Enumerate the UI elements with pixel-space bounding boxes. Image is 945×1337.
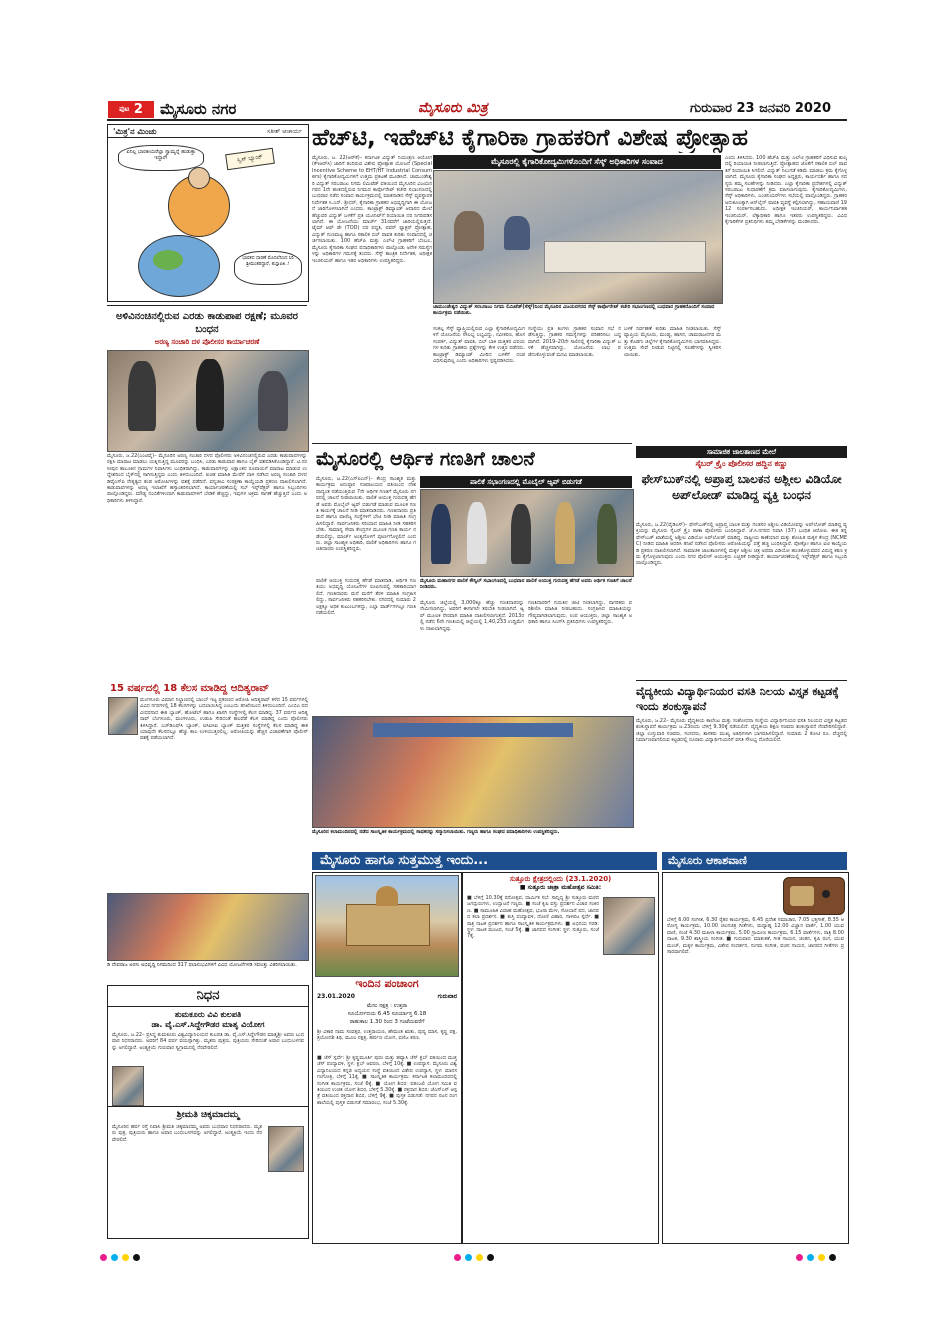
cartoon-speech: ಭಾರತದ ಧಾರಣೆ ಮೊದಲೆನಿಸಿದ ಸಿರಿ ಶ್ರೀಮಂತರಿದ್ದಾರೆ, ತುಸ್ತಾಪಿತಿ..! [234,251,302,285]
obituary-name2: ಶ್ರೀಮತಿ ಚಿಕ್ಕಮಾದಮ್ಮ [176,1110,240,1120]
story3-body: ಮಂಗಳೂರು ವಿಮಾನ ನಿಲ್ದಾಣದಲ್ಲಿ ಬಾಂಬ್ ಇಟ್ಟ ಪ್ರಕರಣದ ಆರೋಪಿ ಆದಿತ್ಯರಾವ್ ಕಳೆದ 15 ವರ್ಷಗಳಲ್ಲಿ ವಿವಿಧ ನಗರಗಳಲ್ಲಿ 18 ಕೆಲಸಗಳನ್ನು ಬದಲಾಯಿಸಿದ್ದ ಎಂಬುದು ತನಿಖೆಯಿಂದ ತಿಳಿದುಬಂದಿದೆ. ಎಂಬಿಎ ಪದವೀಧರನಾದ ಈತ ಬ್ಯಾಂಕ್, ಹೋಟೆಲ್ ಹಾಗೂ ಖಾಸಗಿ ಸಂಸ್ಥೆಗಳಲ್ಲಿ ಕೆಲಸ ಮಾಡಿದ್ದ. 37 ವರ್ಷದ ಆದಿತ್ಯ ರಾವ್ ಬೆಂಗಳೂರು, ಮಂಗಳೂರು, ಉಡುಪಿ ಸೇರಿದಂತೆ ಹಲವೆಡೆ ಕೆಲಸ ಮಾಡಿದ್ದ ಎಂದು ಪೊಲೀಸರು ತಿಳಿಸಿದ್ದಾರೆ. ಎಚ್‌ಡಿಎಫ್‌ಸಿ ಬ್ಯಾಂಕ್, ಐಸಿಐಸಿಐ ಬ್ಯಾಂಕ್ ಮತ್ತಿತರ ಸಂಸ್ಥೆಗಳಲ್ಲಿ ಕೆಲಸ ಮಾಡಿದ್ದ ಈತ ಯಾವುದೇ ಕೆಲಸದಲ್ಲೂ ಹೆಚ್ಚು ಕಾಲ ಉಳಿಯುತ್ತಿರಲಿಲ್ಲ. ಆರೋಪಿಯನ್ನು ಹೆಚ್ಚಿನ ವಿಚಾರಣೆಗಾಗಿ ಪೊಲೀಸ್ ವಶಕ್ಕೆ ಪಡೆಯಲಾಗಿದೆ. [140,697,308,742]
registration-dots-center [454,1246,498,1265]
story3-headline: 15 ವರ್ಷದಲ್ಲಿ 18 ಕೆಲಸ ಮಾಡಿದ್ದ ಆದಿತ್ಯರಾವ್ [110,683,269,694]
event-photo [312,716,634,828]
panchanga-title: ಇಂದಿನ ಪಂಚಾಂಗ [355,977,419,990]
page-number: 2 [133,102,143,117]
events-box-title: ಮೈಸೂರು ಹಾಗೂ ಸುತ್ತಮುತ್ತ ಇಂದು... [312,852,657,870]
story2-body: ಮೈಸೂರು, ಜ.22(ಎಂಟಿವೈ)– ಮೈಸೂರಿನ ಅರಣ್ಯ ಸಂಚಾರಿ ದಳದ ಪೊಲೀಸರು ಅಳಿವಿನಂಚಿನಲ್ಲಿರುವ ಎರಡು ಕಾಡುಪಾಪಗಳನ್ನು ರಕ್ಷಿಸಿ ಮಾರಾಟ ಮಾಡಲು ಯತ್ನಿಸುತ್ತಿದ್ದ ಮೂವರನ್ನು ಬಂಧಿಸಿ, ಎರಡು ಕಾಡುಪಾಪ ಹಾಗೂ ಬೈಕ್ ವಶಪಡಿಸಿಕೊಂಡಿದ್ದಾರೆ. ಟಿ.ನರಸೀಪುರ ತಾಲೂಕಿನ ಗ್ರಾಮಗಳ ನಿವಾಸಿಗಳು ಬಂಧಿತರಾಗಿದ್ದು, ಕಾಡುಪಾಪಗಳನ್ನು ಲಕ್ಷಾಂತರ ರೂಪಾಯಿಗೆ ಮಾರಾಟ ಮಾಡುವ ಉದ್ದೇಶದಿಂದ ಬೈಕ್‌ನಲ್ಲಿ ಸಾಗಿಸುತ್ತಿದ್ದರು ಎಂದು ತಿಳಿದುಬಂದಿದೆ. ಖಚಿತ ಮಾಹಿತಿ ಮೇರೆಗೆ ದಾಳಿ ನಡೆಸಿದ ಅರಣ್ಯ ಸಂಚಾರಿ ದಳದ ಡಿವೈಎಸ್‌ಪಿ ನೇತೃತ್ವದ ತಂಡ ಆರೋಪಿಗಳನ್ನು ವಶಕ್ಕೆ ಪಡೆದಿದೆ. ವನ್ಯಜೀವಿ ಸಂರಕ್ಷಣಾ ಕಾಯ್ದೆಯಡಿ ಪ್ರಕರಣ ದಾಖಲಿಸಲಾಗಿದೆ. ಕಾಡುಪಾಪಗಳನ್ನು ಅರಣ್ಯ ಇಲಾಖೆಗೆ ಹಸ್ತಾಂತರಿಸಲಾಗಿದೆ. ಕಾರ್ಯಾಚರಣೆಯಲ್ಲಿ ಸಬ್ ಇನ್ಸ್‌ಪೆಕ್ಟರ್ ಹಾಗೂ ಸಿಬ್ಬಂದಿಗಳು ಪಾಲ್ಗೊಂಡಿದ್ದರು. ಮೌಢ್ಯ ನಂಬಿಕೆಗಳಿಂದಾಗಿ ಕಾಡುಪಾಪಗಳಿಗೆ ಬೇಡಿಕೆ ಹೆಚ್ಚಿದ್ದು, ಇವುಗಳ ಅಕ್ರಮ ಸಾಗಣೆ ಹೆಚ್ಚುತ್ತಿದೆ ಎಂದು ಅಧಿಕಾರಿಗಳು ತಿಳಿಸಿದ್ದಾರೆ. [107,453,307,504]
lead-body: ಮೈಸೂರು, ಜ. 22(ಆರ್‌ಕೆ)– ಕರ್ನಾಟಕ ವಿದ್ಯುತ್ ನಿಯಂತ್ರಣ ಆಯೋಗ (ಕೆಇಆರ್‌ಸಿ) ಜಾರಿಗೆ ತಂದಿರುವ ವಿಶೇಷ ಪ್ರೋತ್ಸಾಹ ಯೋಜನೆ (Special Incentive Scheme to EHT/HT Industrial Consumers) ಕೈಗಾರಿಕೋದ್ಯಮಿಗಳಿಗೆ ಉತ್ತಮ ಪ್ರಕಟಣೆ ಮೂಡಿಸಿದೆ. ಚಾಮುಂಡೇಶ್ವರಿ ವಿದ್ಯುತ್ ಸರಬರಾಜು ನಿಗಮ ಲಿಮಿಟೆಡ್ ವತಿಯಿಂದ ಮೈಸೂರಿನ ವಿಜಯನಗರದ 1ನೇ ಹಂತದಲ್ಲಿರುವ ನಿಗಮದ ಕಾರ್ಪೊರೇಟ್ ಕಚೇರಿ ಸಭಾಂಗಣದಲ್ಲಿ ಬುಧವಾರ ನಡೆದ ಸಂವಾದ ಕಾರ್ಯಕ್ರಮದಲ್ಲಿ ಮಾತನಾಡಿದ ಸೆಸ್ಕ್ ವ್ಯವಸ್ಥಾಪಕ ನಿರ್ದೇಶಕ ಸಿ.ಎನ್. ಶ್ರೀಧರ್, ಕೈಗಾರಿಕಾ ಗ್ರಾಹಕರ ಅಭಿವೃದ್ಧಿಗಾಗಿ ಈ ಯೋಜನೆ ಜಾರಿಗೊಳಿಸಲಾಗಿದೆ ಎಂದರು. ಕಾಂಟ್ರಾಕ್ಟ್ ಡಿಮ್ಯಾಂಡ್ ಆಧಾರದ ಮೇಲೆ ಹೆಚ್ಚುವರಿ ವಿದ್ಯುತ್ ಬಳಕೆಗೆ ಪ್ರತಿ ಯೂನಿಟ್‌ಗೆ ರಿಯಾಯಿತಿ ದರ ನಿಗದಿಪಡಿಸಲಾಗಿದೆ. ಈ ಯೋಜನೆಯು ಮಾರ್ಚ್ 31ರವರೆಗೆ ಜಾರಿಯಲ್ಲಿರುತ್ತದೆ. ಟೈಮ್ ಆಫ್ ಡೇ (TOD) ದರ ಪದ್ಧತಿ, ಪವರ್ ಫ್ಯಾಕ್ಟರ್ ಪ್ರೋತ್ಸಾಹ, ವಿದ್ಯುತ್ ಗುಣಮಟ್ಟ ಹಾಗೂ ಸಕಾಲಿಕ ಬಿಲ್ ಪಾವತಿ ಕುರಿತು ಸಂವಾದದಲ್ಲಿ ಚರ್ಚಿಸಲಾಯಿತು. 100 ಹೆಚ್‌ಪಿ ಮತ್ತು ಎಲ್‌ಟಿ ಗ್ರಾಹಕರಿಗೆ ಬೆಂಬಲ, ಮೈಸೂರು ಕೈಗಾರಿಕಾ ಸಂಘದ ಪದಾಧಿಕಾರಿಗಳು ಪಾಲ್ಗೊಂಡು ಅನೇಕ ಸಮಸ್ಯೆಗಳನ್ನು ಅಧಿಕಾರಿಗಳ ಗಮನಕ್ಕೆ ತಂದರು. ಸೆಸ್ಕ್ ತಾಂತ್ರಿಕ ನಿರ್ದೇಶಕ, ಅಧೀಕ್ಷಕ ಇಂಜಿನಿಯರ್ ಹಾಗೂ ಇತರ ಅಧಿಕಾರಿಗಳು ಉಪಸ್ಥಿತರಿದ್ದರು. [312,155,432,264]
radio-title: ಮೈಸೂರು ಆಕಾಶವಾಣಿ [662,852,847,870]
lead-photo [433,170,723,304]
obituary-body1: ಮೈಸೂರು, ಜ.22– ಪ್ರಸಿದ್ಧ ತುಮಕೂರು ವಿಶ್ವವಿದ್ಯಾನಿಲಯದ ಕುಲಪತಿ ಡಾ. ವೈ.ಎಸ್.ಸಿದ್ದೇಗೌಡರ ಮಾತೃಶ್ರೀ ಅವರು ಬುಧವಾರ ನಿಧನರಾದರು. ಅವರಿಗೆ 84 ವರ್ಷ ವಯಸ್ಸಾಗಿತ್ತು. ಮೃತರು ಪುತ್ರರು, ಪುತ್ರಿಯರು ಸೇರಿದಂತೆ ಅಪಾರ ಬಂಧುಬಳಗವನ್ನು ಅಗಲಿದ್ದಾರೆ. ಅಂತ್ಯಕ್ರಿಯೆ ಗುರುವಾರ ಸ್ವಗ್ರಾಮದಲ್ಲಿ ನೆರವೇರಲಿದೆ. [112,1032,304,1051]
survey-photo-caption: ಮೈಸೂರು ಮಹಾನಗರ ಪಾಲಿಕೆ ಕೌನ್ಸಿಲ್ ಸಭಾಂಗಣದಲ್ಲಿ ಬುಧವಾರ ಪಾಲಿಕೆ ಆಯುಕ್ತ ಗುರುದತ್ತ ಹೆಗಡೆ ಅವರು ಆರ್ಥಿಕ ಗಣತಿಗೆ ಚಾಲನೆ ನೀಡಿದರು. [420,578,632,591]
survey-headline: ಮೈಸೂರಲ್ಲಿ ಆರ್ಥಿಕ ಗಣತಿಗೆ ಚಾಲನೆ [316,448,535,470]
panchanga-rahu: ರಾಹುಕಾಲ 1.30 ರಿಂದ 3 ಗಂಟೆಯವರೆಗೆ [349,1019,425,1025]
obituary-box [107,985,309,1239]
obituary-photo1 [112,1066,144,1106]
section-title: ಮೈಸೂರು ನಗರ [160,100,237,118]
lead-body-col4: ಬಳಕೆ ನಿರ್ವಹಣೆ ಕುರಿತು ಮಾಹಿತಿ ನೀಡಲಾಯಿತು. ಸೆಸ್ಕ್ ವ್ಯಾಪ್ತಿಯ ಮೈಸೂರು, ಮಂಡ್ಯ, ಹಾಸನ, ಚಾಮರಾಜನಗರ ಮತ್ತು ಕೊಡಗು ಜಿಲ್ಲೆಗಳ ಕೈಗಾರಿಕೋದ್ಯಮಿಗಳು ಭಾಗವಹಿಸಿದ್ದರು. ಉತ್ತಮ ಸೇವೆ ನೀಡುವ ನಿಟ್ಟಿನಲ್ಲಿ ಸಲಹೆಗಳನ್ನು ಸ್ವೀಕರಿಸಲಾಯಿತು. [624,326,721,358]
page-label: ಪುಟ [119,105,130,113]
arrest-kicker2: ಸೈಬರ್ ಕ್ರೈಂ ಪೊಲೀಸರ ಹದ್ದಿನ ಕಣ್ಣು [695,459,788,468]
survey-body-col1: ಮೈಸೂರು, ಜ.22(ಎಸ್‌ಪಿಎನ್)– ಕೇಂದ್ರ ಸಾಂಖ್ಯಿಕ ಮತ್ತು ಕಾರ್ಯಕ್ರಮ ಅನುಷ್ಠಾನ ಸಚಿವಾಲಯದ ವತಿಯಿಂದ ದೇಶದಾದ್ಯಂತ ನಡೆಯುತ್ತಿರುವ 7ನೇ ಆರ್ಥಿಕ ಗಣತಿಗೆ ಮೈಸೂರು ನಗರದಲ್ಲಿ ಚಾಲನೆ ನೀಡಲಾಯಿತು. ಪಾಲಿಕೆ ಆಯುಕ್ತ ಗುರುದತ್ತ ಹೆಗಡೆ ಅವರು ಮೊಬೈಲ್ ಆ್ಯಪ್ ಬಿಡುಗಡೆ ಮಾಡುವ ಮೂಲಕ ಗಣತಿ ಕಾರ್ಯಕ್ಕೆ ಚಾಲನೆ ನೀಡಿ ಮಾತನಾಡಿದರು. ಗಣತಿದಾರರು ಪ್ರತಿ ಮನೆ ಹಾಗೂ ವಾಣಿಜ್ಯ ಸಂಸ್ಥೆಗಳಿಗೆ ಭೇಟಿ ನೀಡಿ ಮಾಹಿತಿ ಸಂಗ್ರಹಿಸಲಿದ್ದಾರೆ. ಸಾರ್ವಜನಿಕರು ಸರಿಯಾದ ಮಾಹಿತಿ ನೀಡಿ ಸಹಕರಿಸಬೇಕು. ಸಾಮಾನ್ಯ ಸೇವಾ ಕೇಂದ್ರಗಳ ಮೂಲಕ ಗಣತಿ ಕಾರ್ಯ ನಡೆಯಲಿದ್ದು, ಮಾರ್ಚ್ ಅಂತ್ಯದೊಳಗೆ ಪೂರ್ಣಗೊಳ್ಳಲಿದೆ ಎಂದರು. ಜಿಲ್ಲಾ ಸಾಂಖ್ಯಿಕ ಅಧಿಕಾರಿ, ಪಾಲಿಕೆ ಅಧಿಕಾರಿಗಳು ಹಾಗೂ ಗಣತಿದಾರರು ಉಪಸ್ಥಿತರಿದ್ದರು. [316,476,416,553]
obituary-name1: ತುಮಕೂರು ವಿವಿ ಕುಲಪತಿ [174,1010,242,1019]
arrest-headline: ಫೇಸ್‌ಬುಕ್‌ನಲ್ಲಿ ಅಪ್ರಾಪ್ತ ಬಾಲಕನ ಅಶ್ಲೀಲ ವಿಡಿಯೋ ಅಪ್‌ಲೋಡ್ ಮಾಡಿದ್ದ ವ್ಯಕ್ತಿ ಬಂಧನ [641,472,842,502]
panchanga-sun: ಸೂರ್ಯೋದಯ 6.45 ಸೂರ್ಯಾಸ್ತ 6.18 [347,1011,427,1017]
suttur-head: ಸುತ್ತೂರು ಕ್ಷೇತ್ರದಲ್ಲಿಂದು (23.1.2020) [509,875,612,883]
cartoon-bubble: ಏನಿಲ್ಲ ಭಾರತೀಯರೆಲ್ಲಾ ಸ್ವಾಮ್ಯನ್ನೆ ಹುಡುಕ್ತಾ ಇದ್ದಾರೆ! [118,145,204,171]
lead-headline: ಹೆಚ್‌ಟಿ, ಇಹೆಚ್‌ಟಿ ಕೈಗಾರಿಕಾ ಗ್ರಾಹಕರಿಗೆ ವಿಶೇಷ ಪ್ರೋತ್ಸಾಹ [312,125,748,151]
lead-body-col5: ಎಂದು ತಿಳಿಸಿದರು. 100 ಹೆಚ್‌ಪಿ ಮತ್ತು ಎಲ್‌ಟಿ ಗ್ರಾಹಕರಿಗೆ ವಿಧಿಸುವ ಶುಲ್ಕದಲ್ಲಿ ರಿಯಾಯಿತಿ ನೀಡಲಾಗುತ್ತಿದೆ. ಪ್ರೋತ್ಸಾಹದ ಜೊತೆಗೆ ಸಕಾಲಿಕ ಬಿಲ್ ಪಾವತಿಗೆ ರಿಯಾಯಿತಿ ಸಿಗಲಿದೆ. ವಿದ್ಯುತ್ ನಿಲುಗಡೆ ಕಡಿಮೆ ಮಾಡಲು ಕ್ರಮ ಕೈಗೊಳ್ಳಲಾಗಿದೆ. ಮೈಸೂರು ಕೈಗಾರಿಕಾ ಸಂಘದ ಅಧ್ಯಕ್ಷರು, ಕಾರ್ಯದರ್ಶಿ ಹಾಗೂ ಸದಸ್ಯರು ತಮ್ಮ ಸಲಹೆಗಳನ್ನು ನೀಡಿದರು. ಎಲ್ಲಾ ಕೈಗಾರಿಕಾ ಪ್ರದೇಶಗಳಲ್ಲಿ ವಿದ್ಯುತ್ ಸರಬರಾಜು ಸುಧಾರಣೆಗೆ ಕ್ರಮ ವಹಿಸಲಾಗುವುದು. ಕೈಗಾರಿಕೋದ್ಯಮಿಗಳು, ಸೆಸ್ಕ್ ಅಧಿಕಾರಿಗಳು, ಎಂಜಿನಿಯರ್‌ಗಳು ಸಭೆಯಲ್ಲಿ ಪಾಲ್ಗೊಂಡಿದ್ದರು. ಗ್ರಾಹಕರ ಅನುಕೂಲಕ್ಕಾಗಿ ಆನ್‌ಲೈನ್ ಪಾವತಿ ವ್ಯವಸ್ಥೆ ಕಲ್ಪಿಸಲಾಗಿದ್ದು, ಸಹಾಯವಾಣಿ 1912 ಸಂಪರ್ಕಿಸಬಹುದು. ಅಧೀಕ್ಷಕ ಇಂಜಿನಿಯರ್, ಕಾರ್ಯನಿರ್ವಾಹಕ ಇಂಜಿನಿಯರ್, ಲೆಕ್ಕಾಧಿಕಾರಿ ಹಾಗೂ ಇತರರು ಉಪಸ್ಥಿತರಿದ್ದರು. ವಿವಿಧ ಕೈಗಾರಿಕೆಗಳ ಪ್ರತಿನಿಧಿಗಳು ತಮ್ಮ ಬೇಡಿಕೆಗಳನ್ನು ಮಂಡಿಸಿದರು. [725,155,847,226]
story2-headline: ಅಳಿವಿನಂಚಿನಲ್ಲಿರುವ ಎರಡು ಕಾಡುಪಾಪ ರಕ್ಷಣೆ; ಮೂವರ ಬಂಧನ [116,311,298,335]
suttur-portrait [603,897,655,955]
survey-photo-strap: ಪಾಲಿಕೆ ಸಭಾಂಗಣದಲ್ಲಿ ಮೊಬೈಲ್ ಆ್ಯಪ್ ಬಿಡುಗಡೆ [420,476,632,488]
radio-schedule: ಬೆಳಿಗ್ಗೆ 6.00 ಸಂಗೀತ, 6.30 ರೈತರ ಕಾರ್ಯಕ್ರಮ, 6.45 ಪ್ರದೇಶ ಸಮಾಚಾರ, 7.05 ಭಕ್ತಿಗೀತೆ, 8.35 ಆರೋಗ್ಯ ಕಾರ್ಯಕ್ರಮ, 10.00 ಚಲನಚಿತ್ರ ಗೀತೆಗಳು, ಮಧ್ಯಾಹ್ನ 12.00 ವಿಜ್ಞಾನ ವಾರ್ತೆ, 1.00 ಯುವವಾಣಿ, ಸಂಜೆ 4.30 ಮಹಿಳಾ ಕಾರ್ಯಕ್ರಮ, 5.00 ಗ್ರಾಮೀಣ ಕಾರ್ಯಕ್ರಮ, 6.15 ವಾರ್ತೆಗಳು, ರಾತ್ರಿ 8.00 ನಾಟಕ, 9.30 ಶಾಸ್ತ್ರೀಯ ಸಂಗೀತ. ■ ಗುರುವಾರ: ಮಾತುಕತೆ, ಗೀತ ಗಾಯನ, ಚಿಂತನ, ಕೃಷಿ ರಂಗ, ಯುವ ಮಂಚ್, ಮಕ್ಕಳ ಕಾರ್ಯಕ್ರಮ, ವಿಶೇಷ ಸಂದರ್ಶನ, ಸುಗಮ ಸಂಗೀತ, ವಚನ ಗಾಯನ, ಜಾನಪದ ಗೀತೆಗಳು ಪ್ರಸಾರವಾಗಲಿವೆ. [667,917,844,956]
panchanga-text: ಶ್ರೀ ವಿಕಾರಿ ನಾಮ ಸಂವತ್ಸರ, ಉತ್ತರಾಯಣ, ಹೇಮಂತ ಋತು, ಪುಷ್ಯ ಮಾಸ, ಕೃಷ್ಣ ಪಕ್ಷ, ತ್ರಯೋದಶಿ ತಿಥಿ, ಮೂಲ ನಕ್ಷತ್ರ, ಹರ್ಷಣ ಯೋಗ, ವಣಿಜ ಕರಣ. [317,1029,457,1042]
story3-portrait [108,697,138,735]
story2-photo [107,350,309,452]
cartoon-panel [107,124,309,302]
survey-body-col2: ಮೈಸೂರು ಜಿಲ್ಲೆಯಲ್ಲಿ 3,000ಕ್ಕೂ ಹೆಚ್ಚು ಗಣತಿದಾರರನ್ನು ನೇಮಿಸಲಾಗಿದ್ದು, ಅವರಿಗೆ ಈಗಾಗಲೇ ತರಬೇತಿ ನೀಡಲಾಗಿದೆ. ಆ್ಯಪ್ ಮೂಲಕ ನೇರವಾಗಿ ಮಾಹಿತಿ ದಾಖಲಿಸಲಾಗುತ್ತದೆ. 2013ರಲ್ಲಿ ನಡೆದ 6ನೇ ಗಣತಿಯಲ್ಲಿ ಜಿಲ್ಲೆಯಲ್ಲಿ 1,40,233 ಉದ್ದಿಮೆಗಳು ದಾಖಲಾಗಿದ್ದವು. [420,600,524,632]
panchanga-day: ಗುರುವಾರ [437,993,457,1000]
suttur-sub: ■ ಸುತ್ತೂರು ಜಾತ್ರಾ ಮಹೋತ್ಸವ ಸಮಿತಿ: [519,884,602,891]
panchanga-star: ಮೇಲ ನಕ್ಷತ್ರ : ಉತ್ತರಾ [366,1003,408,1009]
story3-photo [107,893,309,961]
mysore-palace-image [315,875,459,977]
radio-box [662,872,849,1244]
panchanga-date: 23.01.2020 [317,993,355,1000]
radio-icon [783,877,845,915]
lead-photo-caption: ಚಾಮುಂಡೇಶ್ವರಿ ವಿದ್ಯುತ್ ಸರಬರಾಜು ನಿಗಮ ಲಿಮಿಟೆಡ್(ಸೆಸ್ಕ್)ನಿಂದ ಮೈಸೂರಿನ ವಿಜಯನಗರದ ಸೆಸ್ಕ್ ಕಾರ್ಪೊರೇಟ್ ಕಚೇರಿ ಸಭಾಂಗಣದಲ್ಲಿ ಬುಧವಾರ ಗ್ರಾಹಕರೊಂದಿಗೆ ಸಂವಾದ ಕಾರ್ಯಕ್ರಮ ನಡೆಯಿತು. [433,304,715,317]
survey-body-col3: ಗಣತಿದಾರರಿಗೆ ಗುರುತಿನ ಚೀಟಿ ನೀಡಲಾಗಿದ್ದು, ನಾಗರಿಕರು ಪರಿಶೀಲಿಸಿ ಮಾಹಿತಿ ನೀಡಬಹುದು. ಸಂಗ್ರಹಿಸಿದ ಮಾಹಿತಿಯನ್ನು ಗೌಪ್ಯವಾಗಿಡಲಾಗುವುದು. ಉಪ ಆಯುಕ್ತರು, ಜಿಲ್ಲಾ ಸಾಂಖ್ಯಿಕ ಅಧಿಕಾರಿ ಹಾಗೂ ಸಿಎಸ್‌ಸಿ ಪ್ರತಿನಿಧಿಗಳು ಉಪಸ್ಥಿತರಿದ್ದರು. [528,600,632,626]
edition-date: ಗುರುವಾರ 23 ಜನವರಿ 2020 [690,101,832,116]
cartoon-sign: ಸ್ವಿಸ್ ಬ್ಯಾಂಕ್ [225,148,275,171]
arrest-body: ಮೈಸೂರು, ಜ.22(ವೈಡಿಎಸ್)– ಫೇಸ್‌ಬುಕ್‌ನಲ್ಲಿ ಅಪ್ರಾಪ್ತ ಬಾಲಕ ಮತ್ತು ಗಂಡಸರ ಅಶ್ಲೀಲ ವಿಡಿಯೋವನ್ನು ಅಪ್‌ಲೋಡ್ ಮಾಡಿದ್ದ ವ್ಯಕ್ತಿಯನ್ನು ಮೈಸೂರು ಸೈಬರ್ ಕ್ರೈಂ ಠಾಣಾ ಪೊಲೀಸರು ಬಂಧಿಸಿದ್ದಾರೆ. ಜೆ.ಸಿ.ನಗರದ ನಿವಾಸಿ (37) ಬಂಧಿತ ಆರೋಪಿ. ಈತ ತನ್ನ ಫೇಸ್‌ಬುಕ್ ಖಾತೆಯಲ್ಲಿ ಅಶ್ಲೀಲ ವಿಡಿಯೋ ಅಪ್‌ಲೋಡ್ ಮಾಡಿದ್ದ. ರಾಷ್ಟ್ರೀಯ ಕಾಣೆಯಾದ ಮತ್ತು ಶೋಷಿತ ಮಕ್ಕಳ ಕೇಂದ್ರ (NCMEC) ನೀಡಿದ ಮಾಹಿತಿ ಆಧರಿಸಿ ತನಿಖೆ ನಡೆಸಿದ ಪೊಲೀಸರು ಆರೋಪಿಯನ್ನು ಪತ್ತೆ ಹಚ್ಚಿ ಬಂಧಿಸಿದ್ದಾರೆ. ಪೋಕ್ಸೋ ಹಾಗೂ ಐಟಿ ಕಾಯ್ದೆಯಡಿ ಪ್ರಕರಣ ದಾಖಲಿಸಲಾಗಿದೆ. ಸಾಮಾಜಿಕ ಜಾಲತಾಣಗಳಲ್ಲಿ ಮಕ್ಕಳ ಅಶ್ಲೀಲ ಚಿತ್ರ ಅಥವಾ ವಿಡಿಯೋ ಹಂಚಿಕೊಳ್ಳುವವರ ವಿರುದ್ಧ ಕಠಿಣ ಕ್ರಮ ಕೈಗೊಳ್ಳಲಾಗುವುದು ಎಂದು ನಗರ ಪೊಲೀಸ್ ಆಯುಕ್ತರು ಎಚ್ಚರಿಕೆ ನೀಡಿದ್ದಾರೆ. ಕಾರ್ಯಾಚರಣೆಯಲ್ಲಿ ಇನ್ಸ್‌ಪೆಕ್ಟರ್ ಹಾಗೂ ಸಿಬ್ಬಂದಿ ಪಾಲ್ಗೊಂಡಿದ್ದರು. [636,522,847,567]
arrest-kicker: ಸಾಮಾಜಿಕ ಜಾಲತಾಣದ ಮೇಲೆ [636,446,847,458]
events-col2: ■ ಬೆಳಿಗ್ಗೆ 10.30ಕ್ಕೆ ರಥೋತ್ಸವ, ಧಾರ್ಮಿಕ ಸಭೆ: ಸಾನ್ನಿಧ್ಯ ಶ್ರೀ ಸುತ್ತೂರು ಮಠದ ಜಗದ್ಗುರುಗಳು, ಉದ್ಘಾಟನೆ ಗಣ್ಯರು. ■ ಸಂಜೆ ಕೃಷಿ ವಸ್ತು ಪ್ರದರ್ಶನ ವಿಚಾರ ಸಂಕಿರಣ. ■ ಸಾಮೂಹಿಕ ವಿವಾಹ ಮಹೋತ್ಸವ, ಭಜನಾ ಮೇಳ, ಸೋಬಾನೆ ಪದ, ಜಾನಪದ ಕಲಾ ಪ್ರದರ್ಶನ. ■ ಕುಸ್ತಿ ಪಂದ್ಯಾವಳಿ, ದೋಣಿ ವಿಹಾರ, ಗಾಳಿಪಟ ಸ್ಪರ್ಧೆ. ■ ರಾತ್ರಿ ನಾಟಕ ಪ್ರದರ್ಶನ ಹಾಗೂ ಸಾಂಸ್ಕೃತಿಕ ಕಾರ್ಯಕ್ರಮಗಳು. ■ ಅಭಿನಯ ಗರಡಿ: ಸ್ಥಳ: ನಾಟಕ ಮಂಟಪ, ಸಂಜೆ 5ಕ್ಕೆ. ■ ಜಾನಪದ ಸಂಗೀತ: ಸ್ಥಳ: ಸುತ್ತೂರು, ಸಂಜೆ 7ಕ್ಕೆ. [467,895,599,940]
obituary-name1b: ಡಾ. ವೈ.ಎಸ್.ಸಿದ್ದೇಗೌಡರ ಮಾತೃ ವಿಯೋಗ [151,1020,265,1029]
panchanga-box [312,872,462,1244]
cartoon-artist: ಸತೀಶ್ ಆಚಾರ್ಯ [267,128,302,135]
events-col1: ■ ಚೆಸ್ ಸ್ಪರ್ಧೆ: ಶ್ರೀ ಕೃಷ್ಣಮೂರ್ತಿ ಪುರಂ ಮತ್ತು ಹವ್ಯಾಸಿ ಚೆಸ್ ಕ್ಲಬ್ ವತಿಯಿಂದ ಮುಕ್ತ ಚೆಸ್ ಪಂದ್ಯಾವಳಿ, ಸ್ಥಳ: ಕ್ಲಬ್ ಆವರಣ, ಬೆಳಿಗ್ಗೆ 10ಕ್ಕೆ. ■ ಉಪನ್ಯಾಸ: ಮೈಸೂರು ವಿಶ್ವವಿದ್ಯಾನಿಲಯದ ಕನ್ನಡ ಅಧ್ಯಯನ ಸಂಸ್ಥೆ ವತಿಯಿಂದ ವಿಶೇಷ ಉಪನ್ಯಾಸ, ಸ್ಥಳ: ಮಾನಸಗಂಗೋತ್ರಿ, ಬೆಳಿಗ್ಗೆ 11ಕ್ಕೆ. ■ ಸಾಂಸ್ಕೃತಿಕ ಕಾರ್ಯಕ್ರಮ: ಕರ್ನಾಟಕ ಕಲಾಮಂದಿರದಲ್ಲಿ ಸಂಗೀತ ಕಾರ್ಯಕ್ರಮ, ಸಂಜೆ 6ಕ್ಕೆ. ■ ಯೋಗ ಶಿಬಿರ: ಪತಂಜಲಿ ಯೋಗ ಸಮಿತಿ ವತಿಯಿಂದ ಉಚಿತ ಯೋಗ ಶಿಬಿರ, ಬೆಳಿಗ್ಗೆ 5.30ಕ್ಕೆ. ■ ರಕ್ತದಾನ ಶಿಬಿರ: ಜೆಎಸ್‌ಎಸ್ ಆಸ್ಪತ್ರೆ ವತಿಯಿಂದ ರಕ್ತದಾನ ಶಿಬಿರ, ಬೆಳಿಗ್ಗೆ 9ಕ್ಕೆ. ■ ಪುಸ್ತಕ ಬಿಡುಗಡೆ: ನಗರದ ನಟನ ರಂಗಶಾಲೆಯಲ್ಲಿ ಪುಸ್ತಕ ಬಿಡುಗಡೆ ಸಮಾರಂಭ, ಸಂಜೆ 5.30ಕ್ಕೆ. [317,1055,457,1106]
lead-photo-strap: ಮೈಸೂರಲ್ಲಿ ಕೈಗಾರಿಕೋದ್ಯಮಿಗಳೊಂದಿಗೆ ಸೆಸ್ಕ್ ಅಧಿಕಾರಿಗಳ ಸಂವಾದ [433,155,721,169]
obituary-body2: ಮೈಸೂರಿನ ಹರ್ಷ ರಸ್ತೆ ನಿವಾಸಿ ಶ್ರೀಮತಿ ಚಿಕ್ಕಮಾದಮ್ಮ ಅವರು ಬುಧವಾರ ನಿಧನರಾದರು. ಮೃತರು ಪುತ್ರ, ಪುತ್ರಿಯರು ಹಾಗೂ ಅಪಾರ ಬಂಧುಬಳಗವನ್ನು ಅಗಲಿದ್ದಾರೆ. ಅಂತ್ಯಕ್ರಿಯೆ ಇಂದು ನೆರವೇರಲಿದೆ. [112,1124,262,1143]
story3-photo-caption: ಡಿ ದೇವರಾಜ ಅರಸು ಅಭಿವೃದ್ಧಿ ನಿಗಮದಿಂದ 317 ಫಲಾನುಭವಿಗಳಿಗೆ ವಿವಿಧ ಯೋಜನೆಗಳಡಿ ಸವಲತ್ತು ವಿತರಿಸಲಾಯಿತು. [107,962,297,968]
paper-name: ಮೈಸೂರು ಮಿತ್ರ [418,100,488,116]
registration-dots-left [100,1246,144,1265]
suttur-box [462,872,659,1244]
registration-dots-right [796,1246,840,1265]
obituary-title: ನಿಧನ [196,988,220,1003]
survey-photo [420,489,634,577]
hostel-body: ಮೈಸೂರು, ಜ.22– ಮೈಸೂರು ವೈದ್ಯಕೀಯ ಕಾಲೇಜು ಮತ್ತು ಸಂಶೋಧನಾ ಸಂಸ್ಥೆಯ ವಿದ್ಯಾರ್ಥಿನಿಯರ ವಸತಿ ನಿಲಯದ ವಿಸ್ತೃತ ಕಟ್ಟಡದ ಶಂಕುಸ್ಥಾಪನೆ ಕಾರ್ಯಕ್ರಮ ಜ.23ರಂದು ಬೆಳಿಗ್ಗೆ 9.30ಕ್ಕೆ ನಡೆಯಲಿದೆ. ವೈದ್ಯಕೀಯ ಶಿಕ್ಷಣ ಸಚಿವರು ಶಂಕುಸ್ಥಾಪನೆ ನೆರವೇರಿಸಲಿದ್ದಾರೆ. ಜಿಲ್ಲಾ ಉಸ್ತುವಾರಿ ಸಚಿವರು, ಸಂಸದರು, ಶಾಸಕರು ಮುಖ್ಯ ಅತಿಥಿಗಳಾಗಿ ಭಾಗವಹಿಸಲಿದ್ದಾರೆ. ಸುಮಾರು 2 ಕೋಟಿ ರೂ. ವೆಚ್ಚದಲ್ಲಿ ನಿರ್ಮಾಣವಾಗಲಿರುವ ಕಟ್ಟಡದಲ್ಲಿ ನೂರಾರು ವಿದ್ಯಾರ್ಥಿನಿಯರಿಗೆ ವಸತಿ ಸೌಲಭ್ಯ ದೊರೆಯಲಿದೆ. [636,718,847,744]
lead-body-col3: ಸಂಸ್ಥೆಯು ಪ್ರತಿ ತಿಂಗಳು ಗ್ರಾಹಕರ ಸಂವಾದ ಸಭೆ ನಡೆಸುತ್ತಿದ್ದು, ಗ್ರಾಹಕರ ಸಮಸ್ಯೆಗಳನ್ನು ಪರಿಹರಿಸಲು ಬದ್ಧವಾಗಿದೆ. 2019–20ನೇ ಸಾಲಿನಲ್ಲಿ ಕೈಗಾರಿಕಾ ವಿದ್ಯುತ್ ಬಳಕೆ ಹೆಚ್ಚಳವಾಗಿದ್ದು, ಯೋಜನೆಯ ಲಾಭ ಪಡೆದುಕೊಳ್ಳುವಂತೆ ಮನವಿ ಮಾಡಲಾಯಿತು. [528,326,621,358]
cartoon-title: 'ಮಿತ್ರ'ನ ಮಿಂಚು [113,127,157,136]
page-number-badge [108,101,154,118]
hostel-headline: ವೈದ್ಯಕೀಯ ವಿದ್ಯಾರ್ಥಿನಿಯರ ವಸತಿ ನಿಲಯ ವಿಸ್ತೃತ ಕಟ್ಟಡಕ್ಕೆ ಇಂದು ಶಂಕುಸ್ಥಾಪನೆ [636,685,839,713]
event-photo-caption: ಮೈಸೂರಿನ ಕಲಾಮಂದಿರದಲ್ಲಿ ನಡೆದ ಸಾಂಸ್ಕೃತಿಕ ಕಾರ್ಯಕ್ರಮದಲ್ಲಿ ಸಾಧಕರನ್ನು ಸನ್ಮಾನಿಸಲಾಯಿತು. ಗಣ್ಯರು ಹಾಗೂ ಸಂಘದ ಪದಾಧಿಕಾರಿಗಳು ಉಪಸ್ಥಿತರಿದ್ದರು. [312,829,560,835]
survey-body-col1b: ಪಾಲಿಕೆ ಆಯುಕ್ತ ಗುರುದತ್ತ ಹೆಗಡೆ ಮಾತನಾಡಿ, ಆರ್ಥಿಕ ಗಣತಿಯು ಅಭಿವೃದ್ಧಿ ಯೋಜನೆಗಳ ರೂಪಿಸುವಲ್ಲಿ ಸಹಕಾರಿಯಾಗಲಿದೆ. ಗಣತಿದಾರರು ಮನೆ ಮನೆಗೆ ತೆರಳಿ ಮಾಹಿತಿ ಸಂಗ್ರಹಿಸಲಿದ್ದು, ಸಾರ್ವಜನಿಕರು ಸಹಕರಿಸಬೇಕು. ನಗರದಲ್ಲಿ ಸುಮಾರು 2 ಲಕ್ಷಕ್ಕೂ ಅಧಿಕ ಕುಟುಂಬಗಳಿದ್ದು, ಎಲ್ಲಾ ವಾರ್ಡ್‌ಗಳಲ್ಲೂ ಗಣತಿ ನಡೆಯಲಿದೆ. [316,578,416,617]
obituary-photo2 [268,1126,304,1172]
lead-body-col2: ಸಂಕಲ್ಪ ಸೆಸ್ಕ್ ವ್ಯಾಪ್ತಿಯಲ್ಲಿರುವ ಎಲ್ಲಾ ಕೈಗಾರಿಕೋದ್ಯಮಿಗಳಿಗೆ ಯೋಜನೆಯ ಸೌಲಭ್ಯ ಲಭ್ಯವಿದ್ದು, ನವೀಕರಣ, ಹೊಸ ಸಂಪರ್ಕ, ವಿದ್ಯುತ್ ಪಾವತಿ, ಬಿಲ್ ಬಾಕಿ ಮತ್ತಿತರ ವಿಷಯಗಳ ಕುರಿತು ಗ್ರಾಹಕರು ಪ್ರಶ್ನೆಗಳನ್ನು ಕೇಳಿ ಉತ್ತರ ಪಡೆದರು. ಕಾಂಟ್ರಾಕ್ಟ್ ಡಿಮ್ಯಾಂಡ್ ಮೀರಿದ ಬಳಕೆಗೆ ದಂಡ ವಿಧಿಸುವುದಿಲ್ಲ ಎಂದು ಅಧಿಕಾರಿಗಳು ಸ್ಪಷ್ಟಪಡಿಸಿದರು. [433,326,525,365]
story2-subhead: ಅರಣ್ಯ ಸಂಚಾರಿ ದಳ ಪೊಲೀಸರ ಕಾರ್ಯಾಚರಣೆ [154,338,260,346]
